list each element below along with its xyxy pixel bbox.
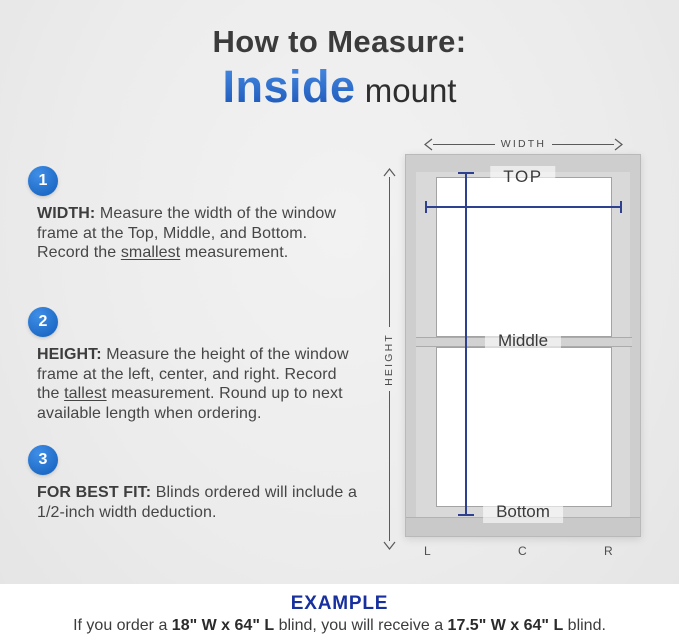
step-1-label: WIDTH:	[37, 205, 96, 222]
top-position-label: TOP	[490, 166, 555, 188]
arrow-up-icon	[383, 168, 396, 177]
step-3-text	[37, 483, 359, 522]
height-measure-top-tick	[458, 172, 474, 174]
middle-position-label: Middle	[485, 330, 561, 352]
height-measure-bottom-tick	[458, 514, 474, 516]
step-3-number-badge: 3	[28, 445, 58, 475]
step-3-body: Blinds ordered will include a 1/2-inch width deduction.	[37, 484, 357, 521]
step-1-number-badge: 1	[28, 166, 58, 196]
example-text	[0, 617, 679, 635]
height-arrow-line-top	[389, 177, 390, 327]
example-heading: EXAMPLE	[290, 593, 389, 614]
step-2-label: HEIGHT:	[37, 346, 102, 363]
step-2-number-badge: 2	[28, 307, 58, 337]
step-2-body-end: measurement. Round up to next available length when ordering.	[37, 385, 343, 422]
height-arrow-line-bottom	[389, 391, 390, 541]
right-mark: R	[604, 544, 613, 558]
width-measure-line	[426, 206, 622, 208]
width-arrow-line-left	[433, 144, 495, 145]
step-2-body: Measure the height of the window frame at the left, center, and right. Record the	[37, 346, 349, 403]
example-text-part1: If you order a	[73, 617, 172, 634]
step-2-text	[37, 345, 359, 423]
step-1-text	[37, 204, 359, 263]
step-3	[28, 445, 362, 522]
left-mark: L	[424, 544, 431, 558]
page-title-line2	[0, 61, 679, 113]
example-text-part2: blind, you will receive a	[274, 617, 448, 634]
window-bottom-pane	[436, 347, 612, 507]
step-3-label: FOR BEST FIT:	[37, 484, 152, 501]
page-title-line1: How to Measure:	[212, 24, 467, 59]
width-arrow-label: WIDTH	[500, 138, 547, 150]
example-text-part3: blind.	[563, 617, 606, 634]
step-2	[28, 307, 362, 423]
title-block	[0, 24, 679, 113]
example-section	[0, 584, 679, 642]
title-highlight-inside: Inside	[222, 61, 356, 112]
width-measure-right-tick	[620, 201, 622, 213]
step-2-underlined-word: tallest	[64, 385, 107, 403]
step-1-underlined-word: smallest	[120, 244, 181, 262]
step-1-body-end: measurement.	[180, 244, 289, 262]
height-arrow-label: HEIGHT	[383, 332, 395, 386]
arrow-down-icon	[383, 541, 396, 550]
window-top-pane	[436, 177, 612, 337]
example-ordered-size: 18" W x 64" L	[171, 617, 275, 634]
arrow-left-icon	[424, 138, 433, 151]
height-measure-line	[465, 173, 467, 516]
bottom-position-label: Bottom	[483, 501, 563, 523]
width-arrow-line-right	[552, 144, 614, 145]
width-measure-left-tick	[425, 201, 427, 213]
example-received-size: 17.5" W x 64" L	[447, 617, 564, 634]
step-1	[28, 166, 362, 263]
height-arrow	[381, 168, 397, 550]
title-rest-mount: mount	[355, 72, 457, 109]
step-1-body: Measure the width of the window frame at the Top, Middle, and Bottom. Record the	[37, 205, 337, 262]
width-arrow	[424, 137, 623, 151]
center-mark: C	[518, 544, 527, 558]
arrow-right-icon	[614, 138, 623, 151]
